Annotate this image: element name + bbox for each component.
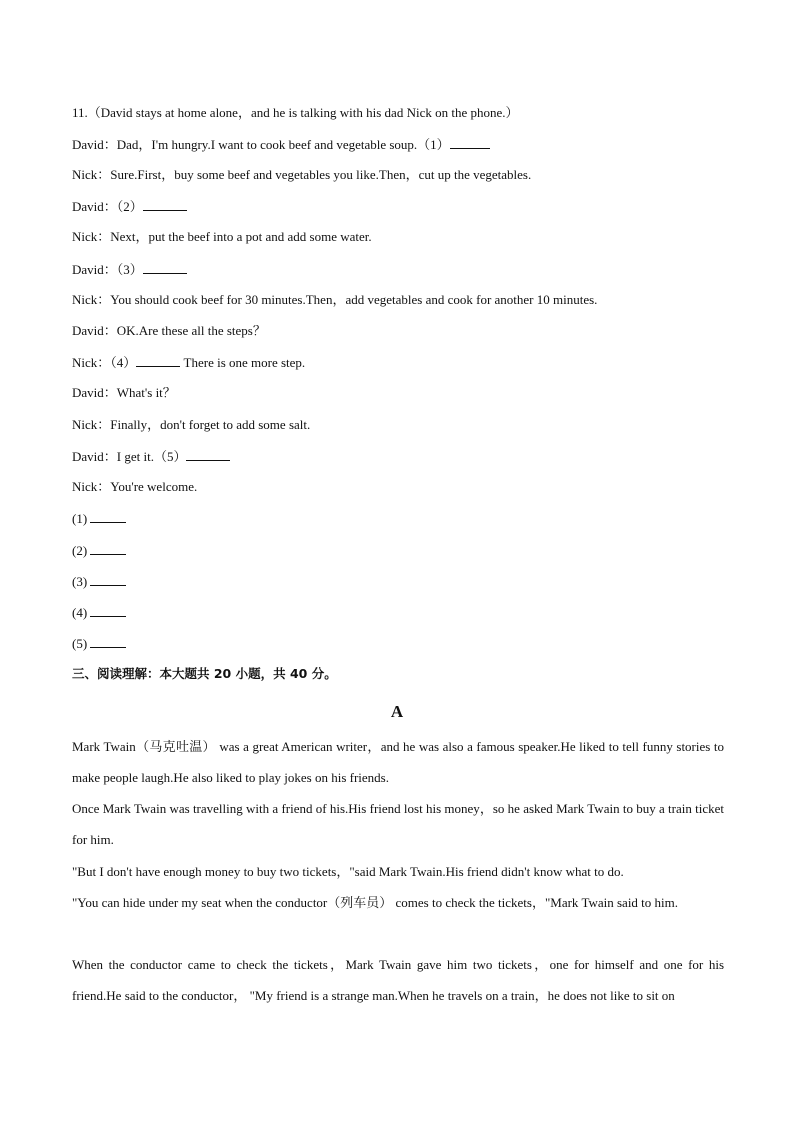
answer-blank-3 (90, 573, 126, 586)
dialogue-line-3: David：（2） (72, 198, 187, 215)
answer-line-2: (2) (72, 542, 126, 559)
dialogue-line-1: David：Dad，I'm hungry.I want to cook beef and vegetable soup.（1） (72, 136, 490, 153)
passage-paragraph-4: "You can hide under my seat when the conductor（列车员） comes to check the tickets，"Mark Twain said to him. (72, 895, 679, 910)
answer-line-5: (5) (72, 635, 126, 652)
answer-blank-5 (90, 635, 126, 648)
answer-blank-1 (90, 510, 126, 523)
question-11-intro: 11.（David stays at home alone，and he is talking with his dad Nick on the phone.） (72, 105, 519, 120)
passage-paragraph-5: When the conductor came to check the tickets，Mark Twain gave him two tickets，one for himself and one for his friend.He said to the conductor， "My friend is a strange man.When he travels on a train，he does not like to sit on (72, 957, 724, 1003)
blank-2 (143, 198, 187, 211)
answer-line-3: (3) (72, 573, 126, 590)
passage-paragraph-1: Mark Twain（马克吐温） was a great American writer，and he was also a famous speaker.He liked to tell funny stories to make people laugh.He also liked to play jokes on his friends. (72, 739, 724, 785)
blank-3 (143, 261, 187, 274)
dialogue-line-10: Nick：Finally，don't forget to add some salt. (72, 417, 311, 432)
dialogue-line-5: David：（3） (72, 261, 187, 278)
passage-paragraph-2: Once Mark Twain was travelling with a friend of his.His friend lost his money，so he asked Mark Twain to buy a train ticket for him. (72, 801, 724, 847)
dialogue-line-6: Nick：You should cook beef for 30 minutes.Then，add vegetables and cook for another 10 minutes. (72, 292, 598, 307)
blank-1 (450, 136, 490, 149)
answer-blank-2 (90, 542, 126, 555)
passage-paragraph-3: "But I don't have enough money to buy two tickets，"said Mark Twain.His friend didn't know what to do. (72, 864, 624, 879)
dialogue-line-2: Nick：Sure.First，buy some beef and vegetables you like.Then，cut up the vegetables. (72, 167, 532, 182)
answer-line-4: (4) (72, 604, 126, 621)
answer-blank-4 (90, 604, 126, 617)
blank-4 (136, 354, 180, 367)
section-heading: 三、阅读理解：本大题共 20 小题，共 40 分。 (72, 666, 337, 681)
dialogue-line-7: David：OK.Are these all the steps？ (72, 323, 266, 338)
dialogue-line-12: Nick：You're welcome. (72, 479, 198, 494)
dialogue-line-11: David：I get it.（5） (72, 448, 230, 465)
passage-letter: A (390, 702, 404, 721)
dialogue-line-4: Nick：Next，put the beef into a pot and add some water. (72, 229, 372, 244)
dialogue-line-8: Nick：（4） There is one more step. (72, 355, 306, 370)
dialogue-line-9: David：What's it？ (72, 385, 176, 400)
answer-line-1: (1) (72, 510, 126, 527)
blank-5 (186, 448, 230, 461)
